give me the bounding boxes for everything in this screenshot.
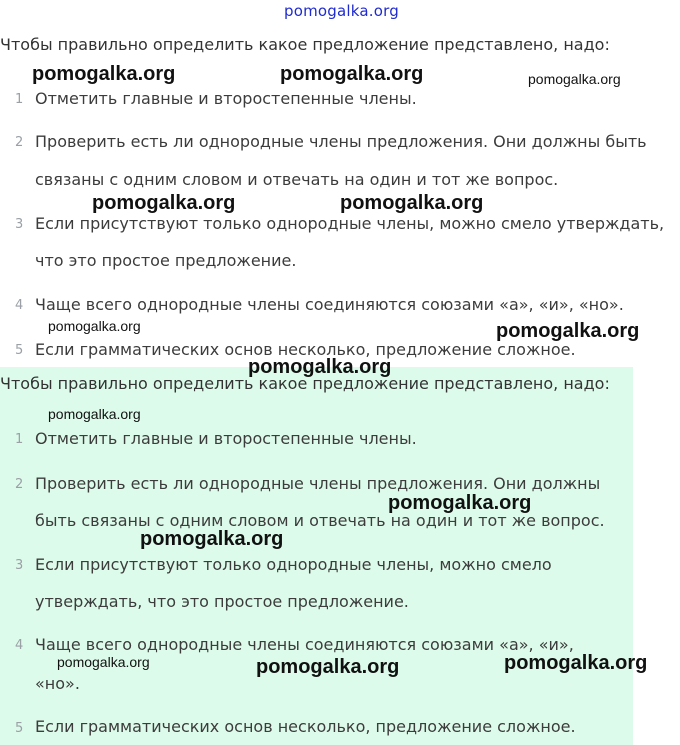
item-number: 2 — [15, 477, 24, 492]
list-item-text: Чаще всего однородные члены соединяются союзами «а», «и», — [35, 635, 574, 654]
watermark: pomogalka.org — [340, 192, 484, 214]
item-number: 4 — [15, 298, 24, 313]
list-item-text: что это простое предложение. — [35, 251, 297, 270]
watermark: pomogalka.org — [504, 652, 648, 674]
list-item-text: Чаще всего однородные члены соединяются союзами «а», «и», «но». — [35, 295, 624, 314]
watermark: pomogalka.org — [388, 492, 532, 514]
list-item-text: Проверить есть ли однородные члены предложения. Они должны быть — [35, 132, 647, 151]
list-item-text: «но». — [35, 674, 80, 693]
watermark: pomogalka.org — [280, 63, 424, 85]
list-item-text: связаны с одним словом и отвечать на один и тот же вопрос. — [35, 170, 559, 189]
list-item-text: Если присутствуют только однородные члены, можно смело утверждать, — [35, 214, 665, 233]
watermark: pomogalka.org — [496, 320, 640, 342]
watermark: pomogalka.org — [48, 406, 141, 422]
intro-text: Чтобы правильно определить какое предложение представлено, надо: — [0, 35, 610, 54]
item-number: 5 — [15, 721, 24, 736]
item-number: 1 — [15, 432, 24, 447]
watermark: pomogalka.org — [48, 318, 141, 334]
list-item-text: Проверить есть ли однородные члены предложения. Они должны — [35, 474, 601, 493]
list-item-text: Если присутствуют только однородные члены, можно смело — [35, 555, 552, 574]
watermark: pomogalka.org — [256, 656, 400, 678]
watermark: pomogalka.org — [57, 654, 150, 670]
item-number: 3 — [15, 217, 24, 232]
watermark: pomogalka.org — [92, 192, 236, 214]
item-number: 5 — [15, 343, 24, 358]
watermark: pomogalka.org — [140, 528, 284, 550]
item-number: 4 — [15, 638, 24, 653]
list-item-text: Если грамматических основ несколько, предложение сложное. — [35, 717, 576, 736]
watermark: pomogalka.org — [528, 71, 621, 87]
watermark: pomogalka.org — [32, 63, 176, 85]
list-item-text: Если грамматических основ несколько, предложение сложное. — [35, 340, 576, 359]
item-number: 1 — [15, 92, 24, 107]
list-item-text: утверждать, что это простое предложение. — [35, 592, 409, 611]
list-item-text: Отметить главные и второстепенные члены. — [35, 89, 417, 108]
item-number: 2 — [15, 135, 24, 150]
list-item-text: Отметить главные и второстепенные члены. — [35, 429, 417, 448]
intro-text: Чтобы правильно определить какое предложение представлено, надо: — [0, 374, 610, 393]
top-site-link[interactable]: pomogalka.org — [284, 2, 399, 20]
item-number: 3 — [15, 558, 24, 573]
watermark: pomogalka.org — [248, 356, 392, 378]
instruction-block-highlighted — [0, 367, 633, 745]
list-item-text: быть связаны с одним словом и отвечать на один и тот же вопрос. — [35, 511, 605, 530]
